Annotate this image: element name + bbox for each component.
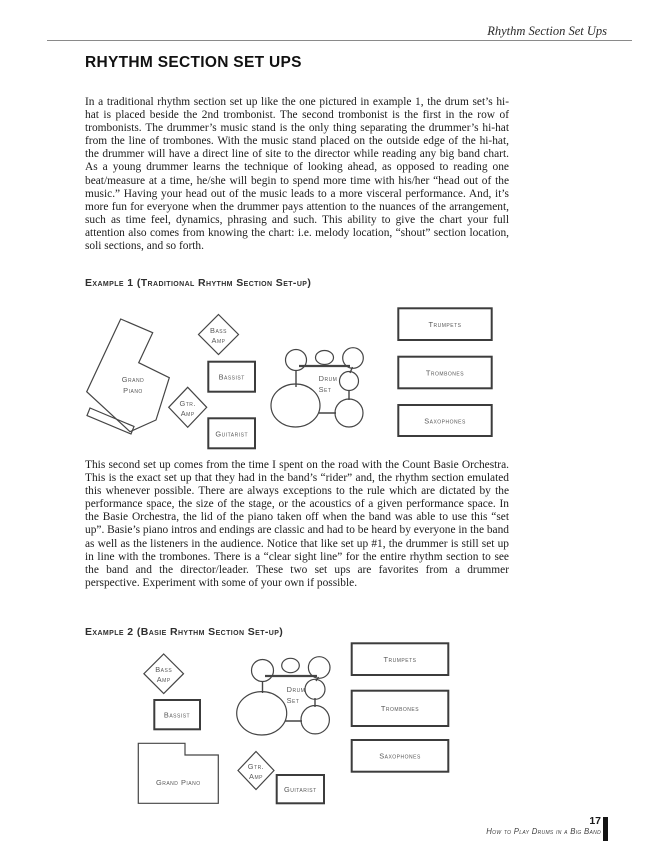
bassist-label: Bassist xyxy=(218,372,245,382)
grand-piano-label: Piano xyxy=(123,386,143,395)
bass-amp-label: Amp xyxy=(211,336,226,345)
grand-piano-shape xyxy=(138,743,218,803)
small-tom-ellipse xyxy=(316,351,334,365)
example1-caption: Example 1 (Traditional Rhythm Section Set-up) xyxy=(85,277,312,289)
small-tom-ellipse xyxy=(282,658,300,672)
guitarist-label: Guitarist xyxy=(283,785,317,794)
saxophones-label: Saxophones xyxy=(379,751,421,761)
running-head: Rhythm Section Set Ups xyxy=(487,24,607,38)
header-rule xyxy=(47,40,632,41)
grand-piano-label: Grand xyxy=(121,375,145,384)
trumpets-label: Trumpets xyxy=(428,320,462,329)
bass-drum-ellipse xyxy=(237,692,287,735)
page-number: 17 xyxy=(589,815,601,827)
drum-set-label: Set xyxy=(286,696,300,705)
drum-set-label: Drum xyxy=(286,685,306,694)
bass-amp-label: Bass xyxy=(210,326,227,335)
cymbal-right-circle xyxy=(308,657,330,679)
example2-diagram xyxy=(130,640,460,818)
page-title: RHYTHM SECTION SET UPS xyxy=(85,54,302,71)
trombones-label: Trombones xyxy=(380,704,420,713)
cymbal-left-circle xyxy=(286,350,307,371)
floor-tom-circle xyxy=(301,706,329,734)
trombones-label: Trombones xyxy=(425,368,465,378)
bass-amp-label: Amp xyxy=(156,675,171,684)
intro-paragraph: In a traditional rhythm section set up like the one pictured in example 1, the drum set’s hi-hat is placed beside the 2nd trombonist. The second trombonist is the first in the row of trombonists. The drummer’s music stand is the only thing separating the drummer’s hi-hat from the line of trombones. With the music stand placed on the outside edge of the hi-hat, the drummer will have a direct line of site to the director while reading any big band chart. As a young drummer learns the technique of looking ahead, as opposed to reading one beat/measure at a time, he/she will begin to spend more time with his/her “head out of the music.” Having your head out of the music leads to a more visceral performance. And, it’s more fun for everyone when the drummer pays attention to the nuances of the arrangement, such as time feel, dynamics, phrasing and such. This ability to give the chart your full attention also comes from knowing the chart: i.e. melody location, “shout” section location, soli sections, and so forth. xyxy=(85,96,509,253)
guitar-amp-label: Amp xyxy=(180,409,195,418)
bass-amp-label: Bass xyxy=(155,665,173,674)
book-title: How to Play Drums in a Big Band xyxy=(486,827,601,836)
grand-piano-label: Grand Piano xyxy=(155,778,201,787)
guitar-amp-label: Amp xyxy=(249,772,263,781)
drum-set-group xyxy=(237,657,330,735)
trumpets-label: Trumpets xyxy=(383,655,417,664)
drum-set-group xyxy=(271,348,363,427)
piano-bench-shape xyxy=(87,408,134,434)
saxophones-label: Saxophones xyxy=(424,416,466,426)
mid-tom-circle xyxy=(305,679,325,699)
cymbal-left-circle xyxy=(252,660,274,682)
mid-tom-circle xyxy=(340,372,359,391)
guitar-amp-label: Gtr. xyxy=(247,762,265,771)
bassist-label: Bassist xyxy=(163,710,191,720)
example1-diagram xyxy=(80,300,510,458)
guitar-amp-label: Gtr. xyxy=(179,399,196,408)
bass-drum-ellipse xyxy=(271,384,320,427)
guitarist-label: Guitarist xyxy=(215,429,249,439)
drum-set-label: Drum xyxy=(318,374,338,383)
floor-tom-circle xyxy=(335,399,363,427)
example2-caption: Example 2 (Basie Rhythm Section Set-up) xyxy=(85,626,284,638)
cymbal-right-circle xyxy=(343,348,364,369)
footer-bar xyxy=(603,817,608,841)
drum-set-label: Set xyxy=(318,385,332,394)
basie-paragraph: This second set up comes from the time I spent on the road with the Count Basie Orchestra. This is the exact set up that they had in the band’s “rider” and, the rhythm section emulated this whenever possible. There are always exceptions to the rule which are dictated by the performance space, the size of the stage, or the acoustics of a given performance space. In the Basie Orchestra, the lid of the piano taken off when the band was able to use this “set up”. Basie’s piano intros and endings are classic and had to be heard by everyone in the band as well as the listeners in the audience. Notice that like set up #1, the drummer is still set up in line with the trombones. There is a “clear sight line” for the entire rhythm section to see the band and the director/leader. These two set ups are favorites from a drummer perspective. Experiment with some of your own if possible. xyxy=(85,459,509,589)
